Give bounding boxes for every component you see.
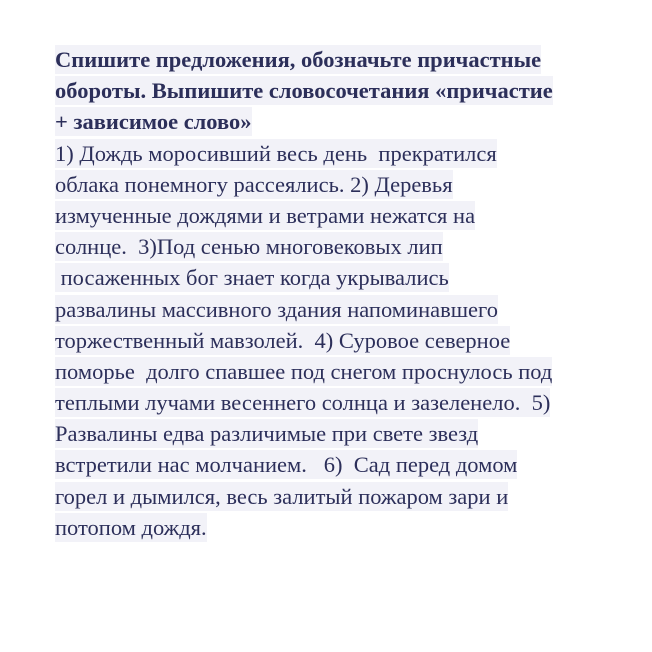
body-line: потопом дождя. [55, 514, 207, 540]
body-line: развалины массивного здания напоминавшего [55, 296, 498, 322]
body-line: посаженных бог знает когда укрывались [55, 265, 449, 291]
task-title [55, 44, 647, 138]
body-line: поморье долго спавшее под снегом проснулось под [55, 358, 553, 384]
body-line: теплыми лучами весеннего солнца и зазеленело. 5) [55, 390, 551, 416]
title-line: обороты. Выпишите словосочетания «причастие [55, 78, 553, 104]
title-line: Спишите предложения, обозначьте причастные [55, 47, 542, 72]
title-line: + зависимое слово» [55, 109, 252, 135]
exercise-text [55, 44, 647, 543]
task-body [55, 138, 647, 543]
body-line: Развалины едва различимые при свете звезд [55, 421, 479, 447]
body-line: встретили нас молчанием. 6) Сад перед домом [55, 452, 518, 478]
body-line: измученные дождями и ветрами нежатся на [55, 202, 476, 228]
body-line: 1) Дождь моросивший весь день прекратился [55, 140, 497, 166]
body-line: облака понемногу рассеялись. 2) Деревья [55, 171, 453, 197]
body-line: горел и дымился, весь залитый пожаром зари и [55, 483, 509, 509]
body-line: солнце. 3)Под сенью многовековых лип [55, 234, 443, 260]
body-line: торжественный мавзолей. 4) Суровое северное [55, 327, 511, 353]
